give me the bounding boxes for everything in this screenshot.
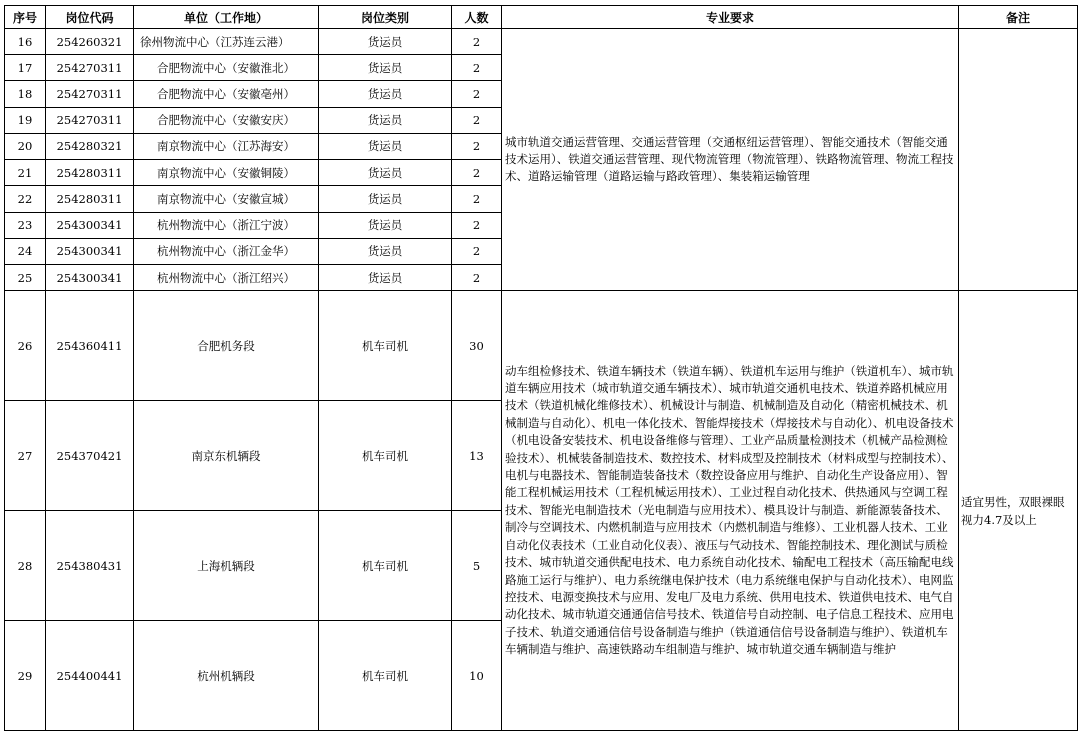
cell-no: 18 xyxy=(5,81,46,107)
cell-category: 货运员 xyxy=(319,238,452,264)
header-row xyxy=(5,6,1078,29)
cell-unit: 南京物流中心（安徽宣城） xyxy=(134,186,319,212)
cell-category: 机车司机 xyxy=(319,511,452,621)
cell-count: 10 xyxy=(452,621,502,731)
cell-unit: 上海机辆段 xyxy=(134,511,319,621)
cell-code: 254300341 xyxy=(46,238,134,264)
major-requirement-freight: 城市轨道交通运营管理、交通运营管理（交通枢纽运营管理）、智能交通技术（智能交通技术运用）、铁道交通运营管理、现代物流管理（物流管理）、铁路物流管理、物流工程技术、道路运输管理（道路运输与路政管理）、集装箱运输管理 xyxy=(502,29,959,291)
cell-unit: 合肥机务段 xyxy=(134,291,319,401)
cell-code: 254280321 xyxy=(46,133,134,159)
cell-unit: 杭州物流中心（浙江金华） xyxy=(134,238,319,264)
cell-unit: 杭州物流中心（浙江宁波） xyxy=(134,212,319,238)
cell-category: 货运员 xyxy=(319,160,452,186)
cell-code: 254270311 xyxy=(46,55,134,81)
cell-category: 货运员 xyxy=(319,264,452,290)
cell-count: 13 xyxy=(452,401,502,511)
cell-count: 2 xyxy=(452,212,502,238)
cell-category: 机车司机 xyxy=(319,401,452,511)
header-count: 人数 xyxy=(452,6,502,29)
header-major: 专业要求 xyxy=(502,6,959,29)
cell-code: 254270311 xyxy=(46,81,134,107)
cell-code: 254380431 xyxy=(46,511,134,621)
cell-count: 2 xyxy=(452,238,502,264)
cell-no: 21 xyxy=(5,160,46,186)
cell-category: 货运员 xyxy=(319,29,452,55)
cell-count: 2 xyxy=(452,81,502,107)
header-unit: 单位（工作地） xyxy=(134,6,319,29)
cell-code: 254270311 xyxy=(46,107,134,133)
table-row xyxy=(5,291,1078,401)
cell-code: 254360411 xyxy=(46,291,134,401)
cell-count: 2 xyxy=(452,160,502,186)
cell-code: 254280311 xyxy=(46,186,134,212)
cell-count: 2 xyxy=(452,55,502,81)
cell-category: 货运员 xyxy=(319,186,452,212)
cell-unit: 南京物流中心（江苏海安） xyxy=(134,133,319,159)
cell-unit: 徐州物流中心（江苏连云港） xyxy=(134,29,319,55)
cell-code: 254370421 xyxy=(46,401,134,511)
cell-no: 25 xyxy=(5,264,46,290)
cell-code: 254280311 xyxy=(46,160,134,186)
cell-count: 2 xyxy=(452,264,502,290)
cell-unit: 杭州物流中心（浙江绍兴） xyxy=(134,264,319,290)
cell-code: 254300341 xyxy=(46,264,134,290)
cell-count: 5 xyxy=(452,511,502,621)
cell-category: 货运员 xyxy=(319,55,452,81)
cell-no: 28 xyxy=(5,511,46,621)
cell-code: 254260321 xyxy=(46,29,134,55)
header-no: 序号 xyxy=(5,6,46,29)
cell-count: 2 xyxy=(452,133,502,159)
cell-category: 货运员 xyxy=(319,107,452,133)
cell-no: 27 xyxy=(5,401,46,511)
remark-freight xyxy=(959,29,1078,291)
cell-unit: 合肥物流中心（安徽淮北） xyxy=(134,55,319,81)
cell-unit: 合肥物流中心（安徽安庆） xyxy=(134,107,319,133)
header-remark: 备注 xyxy=(959,6,1078,29)
cell-category: 货运员 xyxy=(319,81,452,107)
cell-unit: 杭州机辆段 xyxy=(134,621,319,731)
cell-unit: 合肥物流中心（安徽亳州） xyxy=(134,81,319,107)
remark-driver: 适宜男性，双眼裸眼视力4.7及以上 xyxy=(959,291,1078,731)
job-position-table xyxy=(4,5,1078,731)
cell-code: 254400441 xyxy=(46,621,134,731)
cell-no: 20 xyxy=(5,133,46,159)
cell-category: 机车司机 xyxy=(319,291,452,401)
cell-no: 29 xyxy=(5,621,46,731)
cell-unit: 南京东机辆段 xyxy=(134,401,319,511)
cell-no: 19 xyxy=(5,107,46,133)
cell-no: 17 xyxy=(5,55,46,81)
cell-unit: 南京物流中心（安徽铜陵） xyxy=(134,160,319,186)
cell-no: 24 xyxy=(5,238,46,264)
cell-no: 23 xyxy=(5,212,46,238)
cell-no: 26 xyxy=(5,291,46,401)
header-category: 岗位类别 xyxy=(319,6,452,29)
cell-count: 2 xyxy=(452,186,502,212)
major-requirement-driver: 动车组检修技术、铁道车辆技术（铁道车辆）、铁道机车运用与维护（铁道机车）、城市轨道车辆应用技术（城市轨道交通车辆技术）、城市轨道交通机电技术、铁道养路机械应用技术（铁道机械化维修技术）、机械设计与制造、机械制造及自动化（精密机械技术、机械制造与自动化）、机电一体化技术、智能焊接技术（焊接技术与自动化）、机电设备技术（机电设备安装技术、机电设备维修与管理）、工业产品质量检测技术（机械产品检测检验技术）、机械装备制造技术、数控技术、材料成型及控制技术（材料成型与控制技术）、电机与电器技术、智能制造装备技术（数控设备应用与维护、自动化生产设备应用）、智能工程机械运用技术（工程机械运用技术）、工业过程自动化技术、供热通风与空调工程技术、智能光电制造技术（光电制造与应用技术）、模具设计与制造、新能源装备技术、制冷与空调技术、内燃机制造与应用技术（内燃机制造与维修）、工业机器人技术、工业自动化仪表技术（工业自动化仪表）、液压与气动技术、智能控制技术、理化测试与质检技术、城市轨道交通供配电技术、电力系统自动化技术、输配电工程技术（高压输配电线路施工运行与维护）、电力系统继电保护技术（电力系统继电保护与自动化技术）、电网监控技术、电源变换技术与应用、发电厂及电力系统、供用电技术、铁道供电技术、电气自动化技术、城市轨道交通通信信号技术、铁道信号自动控制、电子信息工程技术、应用电子技术、轨道交通通信信号设备制造与维护（铁道通信信号设备制造与维护）、铁道机车车辆制造与维护、高速铁路动车组制造与维护、城市轨道交通车辆制造与维护 xyxy=(502,291,959,731)
cell-category: 货运员 xyxy=(319,133,452,159)
cell-count: 2 xyxy=(452,107,502,133)
header-code: 岗位代码 xyxy=(46,6,134,29)
cell-category: 机车司机 xyxy=(319,621,452,731)
cell-count: 30 xyxy=(452,291,502,401)
cell-no: 16 xyxy=(5,29,46,55)
cell-no: 22 xyxy=(5,186,46,212)
table-row xyxy=(5,29,1078,55)
cell-category: 货运员 xyxy=(319,212,452,238)
cell-code: 254300341 xyxy=(46,212,134,238)
cell-count: 2 xyxy=(452,29,502,55)
